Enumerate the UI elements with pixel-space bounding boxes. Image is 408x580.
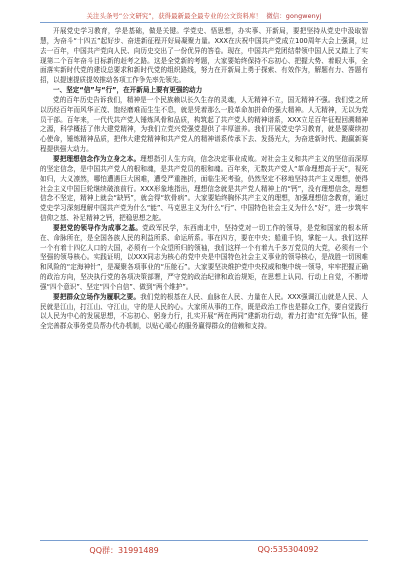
footer	[40, 545, 368, 556]
section1-paragraph-4	[40, 293, 368, 332]
banner-text: 关注头条号“公文研究”，获得最新最全最专业的公文资料库！	[86, 12, 263, 20]
paragraph-text: 我们党的根基在人民、血脉在人民、力量在人民。XXX强调江山就是人民、人民就是江山，打江山、守江山，守的是人民的心。大家所从事的工作，既是政治工作也是群众工作，要自觉践行以人民为中心的发展思想，不忘初心、躬身力行，扎实开展“两在两同”建新功行动，着力打造“红先锋”队伍，健全完善群众事务党员帮办代办机制，以贴心暖心的服务赢得群众的信赖和支持。	[40, 292, 368, 331]
section1-paragraph-3	[40, 224, 368, 293]
paragraph-lead: 要把党的领导作为成事之基。	[53, 223, 143, 232]
document-body	[40, 27, 368, 537]
intro-paragraph: 开展党史学习教育，学是基础，做是关键。学党史、悟思想，办实事、开新局，要把坚持从党史中汲取智慧，为奋斗“十四五”起好步、奋进新征程开好局凝聚力量。XXX在庆祝中国共产党成立100周年大会上强调，过去一百年，中国共产党向人民、向历史交出了一份优异的答卷。现在，中国共产党团结带领中国人民又踏上了实现第二个百年奋斗目标新的赶考之路。这是全党新的考题，大家要始终保持不忘初心、把握大势、着眼大事，全面落实新时代党的建设总要求和新时代党的组织路线，努力在开新局上勇于探索、有效作为，解题有力、答题有招，以提速提质提效推动各项工作争先率先领先。	[40, 27, 368, 85]
section1-paragraph-2	[40, 155, 368, 224]
paragraph-lead: 要把理想信念作为立身之本。	[53, 154, 141, 163]
section1-paragraph-1: 党的百年历史告诉我们，精神是一个民族赖以长久生存的灵魂，人无精神不立，国无精神不强。我们党之所以历经百年而风华正茂、饱经磨难而生生不息，就是凭着那么一股革命加拼命的强大精神。人无精神，无以为党员干部。百年来，一代代共产党人锤炼风骨和品质，构筑起了共产党人的精神谱系，XXX立足百年征程回溯精神之源，科学概括了伟大建党精神，为我们立党兴党强党提供了丰厚滋养。我们开展党史学习教育，就是要赓续初心使命，锤炼精神品质，把伟大建党精神和共产党人的精神谱系传承下去、发扬光大，为奋进新时代、跑赢新赛程提供强大动力。	[40, 95, 368, 154]
paragraph-text: 理想指引人生方向，信念决定事业成败。对社会主义和共产主义的坚信而深厚的坚定信念，是中国共产党人的根和魂，是共产党员的根和魂。百年来，无数共产党人“革命理想高于天”，视死如归，大义凛然，哪怕遭遇巨大困难，遭受严重挫折，面临生死考验，仍然坚定不移地坚持共产主义理想，使得社会主义中国巨轮继续破浪前行。XXX形象地指出，理想信念就是共产党人精神上的“钙”，没有理想信念，理想信念不坚定，精神上就会“缺钙”，就会得“软骨病”。大家要始终胸怀共产主义的理想，加强理想信念教育，通过党史学习深刻理解中国共产党为什么“能”、马克思主义为什么“行”、中国特色社会主义为什么“好”，进一步筑牢信仰之基、补足精神之钙，把稳思想之舵。	[40, 154, 368, 223]
qq-group-2: QQ:535304092	[257, 545, 319, 554]
banner-wechat: 微信：gongwenyj	[266, 12, 322, 20]
header-rule	[40, 22, 368, 23]
top-banner	[0, 11, 408, 20]
section1-heading: 一、坚定“信”与“行”，在开新局上要有更强的动力	[53, 86, 203, 95]
paragraph-text: 党政军民学，东西南北中，坚持党对一切工作的领导，是党和国家的根本所在、命脉所在，是全国各族人民的利益所系、命运所系。事在四方，要在中央；船重千钧，掌舵一人。我们这样一个有着十四亿人口的大国，必须有一个众望所归的领袖，我们这样一个有着九千多万党员的大党，必须有一个坚强的领导核心。实践证明，以XXX同志为核心的党中央是中国特色社会主义事业的领导核心，是战胜一切困难和风险的“定海神针”，是凝聚各项事业的“压舱石”。大家要坚决维护党中央权威和集中统一领导，牢牢把握正确的政治方向，坚决执行党的各项决策部署，严守党的政治纪律和政治规矩，在思想上认同、行动上自觉，不断增强“四个意识”、坚定“四个自信”、做到“两个维护”。	[40, 223, 368, 291]
paragraph-lead: 要把群众立场作为履职之要。	[53, 292, 141, 301]
footer-rule	[40, 540, 368, 541]
qq-group-1: QQ群：31991489	[89, 546, 159, 555]
